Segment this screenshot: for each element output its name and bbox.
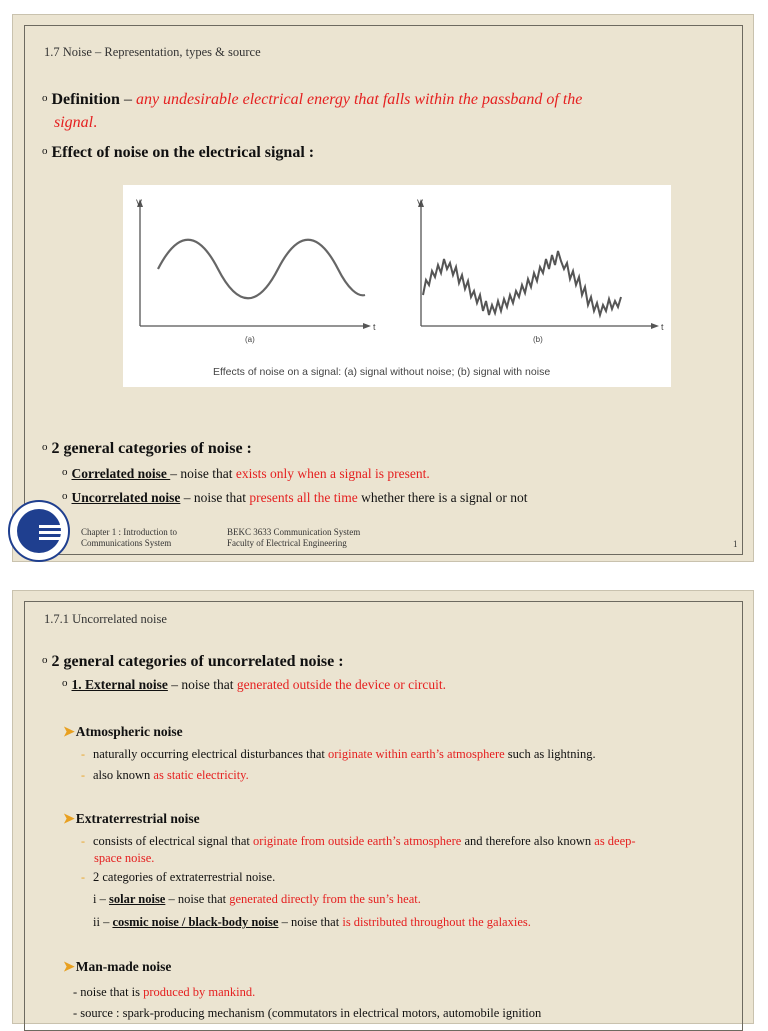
manmade-line-2: - source : spark-producing mechanism (commutators in electrical motors, automobile ignition [73, 1006, 542, 1020]
section-title-2: 1.7.1 Uncorrelated noise [44, 612, 167, 626]
university-logo [7, 499, 71, 563]
atmospheric-line-2: - also known as static electricity. [81, 768, 249, 782]
uncorrelated-noise-item: $^o$ Uncorrelated noise – noise that presents all the time whether there is a signal or not [62, 490, 528, 505]
definition-bullet: o Definition – any undesirable electrical energy that falls within the passband of the signal. [42, 91, 583, 131]
t-axis-label-b: t [661, 322, 664, 332]
section-title: 1.7 Noise – Representation, types & source [44, 45, 261, 59]
categories-bullet: o 2 general categories of noise : [42, 440, 252, 457]
noise-waveform-diagram [123, 185, 671, 387]
extraterrestrial-line-2: - 2 categories of extraterrestrial noise. [81, 870, 276, 884]
arrow-icon: ➤ [63, 725, 75, 740]
arrow-icon: ➤ [63, 960, 75, 975]
effect-bullet: o Effect of noise on the electrical signal : [42, 144, 315, 161]
arrow-icon: ➤ [63, 812, 75, 827]
atmospheric-line-1: - naturally occurring electrical disturbances that originate within earth’s atmosphere such as lightning. [81, 747, 596, 761]
figure-caption: Effects of noise on a signal: (a) signal without noise; (b) signal with noise [213, 366, 551, 378]
slide-2 [12, 590, 754, 1024]
extraterrestrial-line-1: - consists of electrical signal that originate from outside earth’s atmosphere and therefore also known as deep- space noise. [81, 834, 636, 865]
extraterrestrial-noise-heading: ➤Extraterrestrial noise [63, 811, 200, 827]
panel-b-label: (b) [533, 335, 543, 344]
uncorrelated-categories-bullet: o 2 general categories of uncorrelated noise : [42, 653, 344, 670]
footer-chapter: Chapter 1 : Introduction to Communications System [81, 527, 177, 548]
external-noise-item: $^o$ 1. External noise – noise that generated outside the device or circuit. [62, 677, 447, 692]
slide-1 [12, 14, 754, 562]
page-number: 1 [733, 539, 738, 549]
solar-noise-item: i – solar noise – noise that generated directly from the sun’s heat. [93, 892, 421, 906]
atmospheric-noise-heading: ➤Atmospheric noise [63, 724, 183, 740]
cosmic-noise-item: ii – cosmic noise / black-body noise – noise that is distributed throughout the galaxies. [93, 915, 531, 929]
manmade-noise-heading: ➤Man-made noise [63, 959, 172, 975]
y-axis-label-a: V [136, 198, 143, 208]
y-axis-label-b: V [417, 198, 424, 208]
manmade-line-1: - noise that is produced by mankind. [73, 985, 256, 999]
t-axis-label-a: t [373, 322, 376, 332]
correlated-noise-item: $^o$ Correlated noise – noise that exists only when a signal is present. [62, 466, 430, 481]
footer-course: BEKC 3633 Communication System Faculty of Electrical Engineering [227, 527, 361, 548]
noise-effect-figure [123, 185, 671, 387]
panel-a-label: (a) [245, 335, 255, 344]
